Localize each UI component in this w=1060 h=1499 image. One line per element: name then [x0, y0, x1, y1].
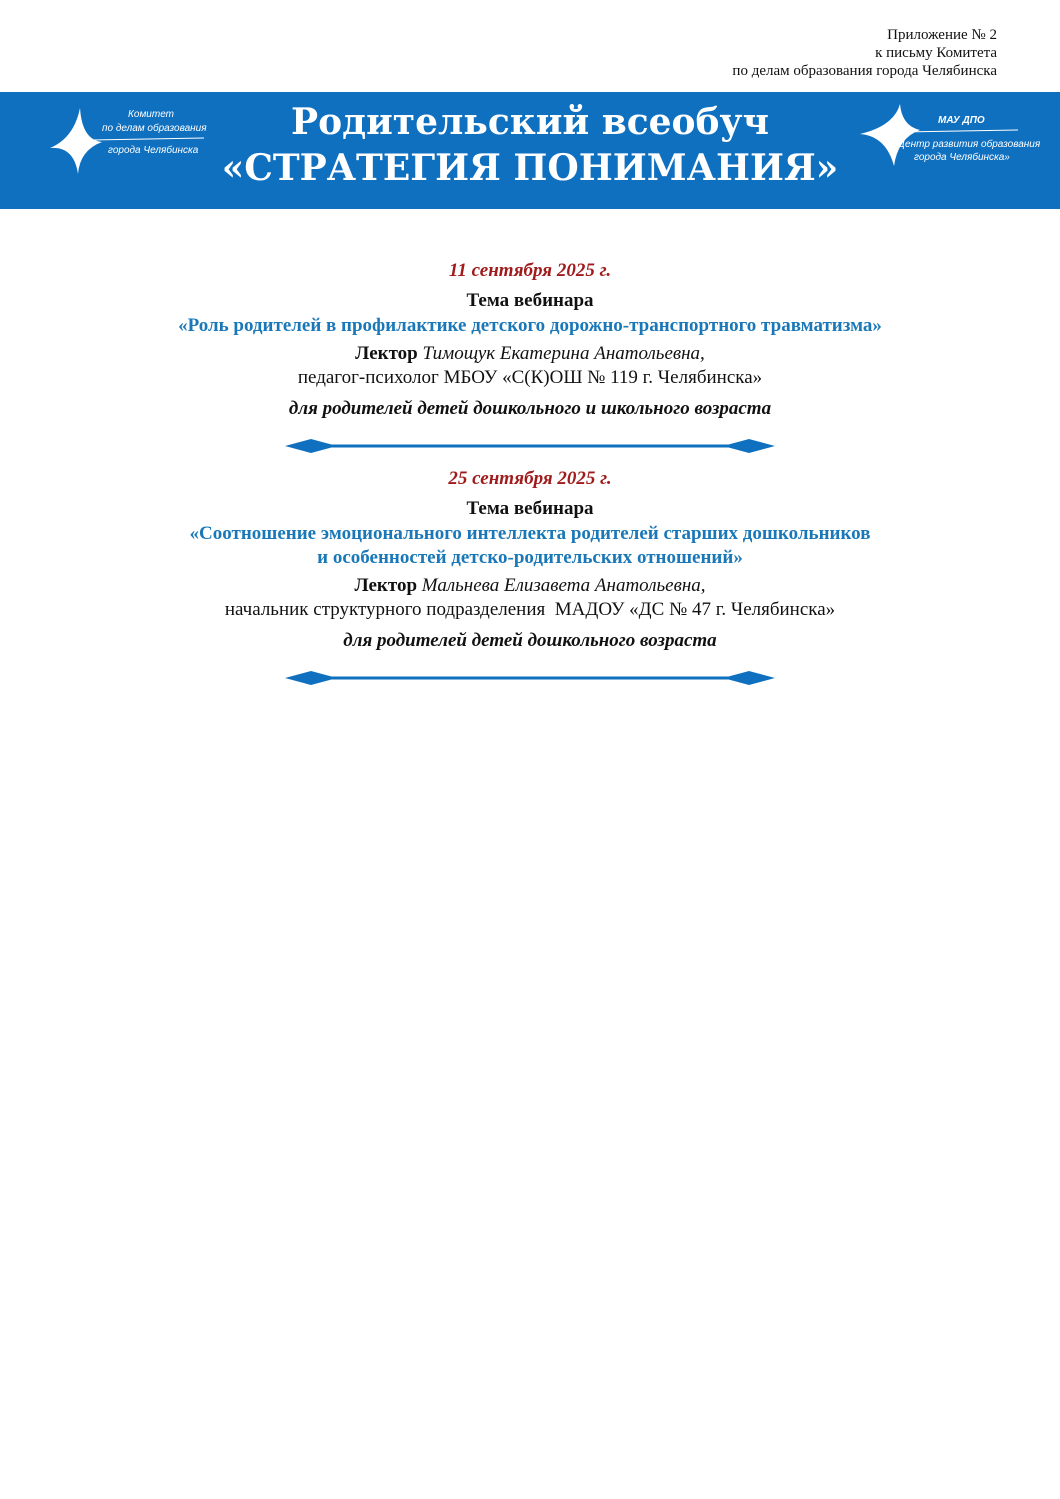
event-topic: «Соотношение эмоционального интеллекта родителей старших дошкольников — [189, 523, 871, 544]
appendix-note — [732, 26, 997, 80]
event-audience: для родителей детей дошкольного и школьного возраста — [288, 398, 772, 419]
lector-line — [0, 342, 1060, 366]
banner-title — [190, 100, 870, 192]
event-topic: и особенностей детско-родительских отношений» — [317, 547, 743, 568]
event-topic: «Роль родителей в профилактике детского дорожно-транспортного травматизма» — [178, 315, 882, 336]
lector-position: начальник структурного подразделения МАДОУ «ДС № 47 г. Челябинска» — [224, 599, 836, 620]
logo-text: «Центр развития образования — [892, 139, 1041, 150]
lector-position: педагог-психолог МБОУ «С(К)ОШ № 119 г. Челябинска» — [297, 367, 763, 388]
banner-title-line: «СТРАТЕГИЯ ПОНИМАНИЯ» — [221, 147, 839, 189]
lector-line — [0, 574, 1060, 598]
appendix-line: к письму Комитета — [875, 45, 997, 61]
lector-label: Лектор — [354, 575, 418, 596]
logo-text: города Челябинска» — [914, 152, 1010, 163]
event-audience: для родителей детей дошкольного возраста — [343, 630, 717, 651]
lector-name: Тимощук Екатерина Анатольевна, — [422, 343, 705, 364]
committee-logo — [44, 102, 214, 182]
logo-text: МАУ ДПО — [938, 115, 985, 126]
ornament-divider-icon — [283, 436, 777, 456]
topic-label: Тема вебинара — [466, 498, 594, 519]
event-date: 25 сентября 2025 г. — [448, 468, 612, 489]
appendix-line: Приложение № 2 — [887, 27, 997, 43]
logo-text: по делам образования — [102, 123, 207, 134]
events-list — [0, 258, 1060, 698]
lector-name: Мальнева Елизавета Анатольевна, — [421, 575, 706, 596]
appendix-line: по делам образования города Челябинска — [732, 63, 997, 79]
ornament-divider-icon — [283, 668, 777, 688]
banner-title-line: Родительский всеобуч — [291, 101, 769, 143]
lector-label: Лектор — [355, 343, 418, 364]
event-block — [0, 258, 1060, 456]
event-block — [0, 466, 1060, 688]
event-date: 11 сентября 2025 г. — [448, 260, 612, 281]
topic-label: Тема вебинара — [466, 290, 594, 311]
center-logo — [856, 100, 1041, 180]
logo-text: города Челябинска — [108, 145, 199, 156]
logo-text: Комитет — [128, 109, 174, 120]
